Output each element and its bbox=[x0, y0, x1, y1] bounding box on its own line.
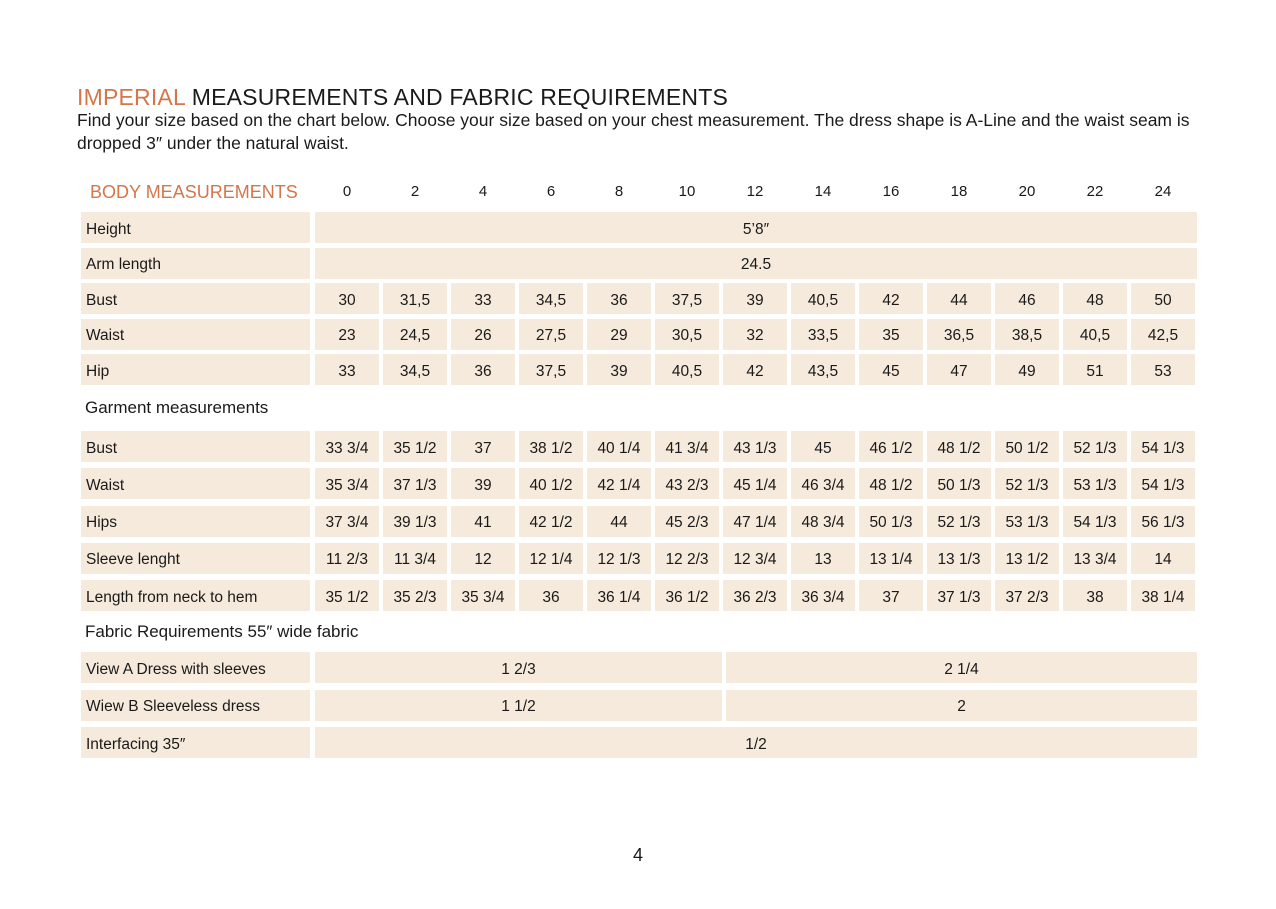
size-header-4: 4 bbox=[478, 183, 488, 200]
body-row-label: Waist bbox=[81, 319, 310, 350]
size-header-22: 22 bbox=[1086, 183, 1104, 200]
garment-row-cell: 40 1/2 bbox=[519, 468, 583, 499]
garment-row-cell: 13 bbox=[791, 543, 855, 574]
body-row-cell: 38,5 bbox=[995, 319, 1059, 350]
body-row-cell: 49 bbox=[995, 354, 1059, 385]
garment-row-cell: 45 bbox=[791, 431, 855, 462]
garment-row-cell: 36 1/2 bbox=[655, 580, 719, 611]
garment-row-cell: 33 3/4 bbox=[315, 431, 379, 462]
garment-row-cell: 48 1/2 bbox=[927, 431, 991, 462]
title-accent: IMPERIAL bbox=[77, 84, 186, 110]
garment-row-cell: 37 2/3 bbox=[995, 580, 1059, 611]
garment-row-cell: 52 1/3 bbox=[1063, 431, 1127, 462]
body-row-cell: 33 bbox=[315, 354, 379, 385]
body-row-cell: 36 bbox=[451, 354, 515, 385]
garment-row-cell: 48 3/4 bbox=[791, 506, 855, 537]
garment-row-cell: 54 1/3 bbox=[1063, 506, 1127, 537]
size-header-8: 8 bbox=[614, 183, 624, 200]
fabric-row-left-cell: 1 2/3 bbox=[315, 652, 722, 683]
garment-row-cell: 52 1/3 bbox=[927, 506, 991, 537]
fabric-row-right-cell: 2 bbox=[726, 690, 1197, 721]
size-header-0: 0 bbox=[342, 183, 352, 200]
body-row-label: Hip bbox=[81, 354, 310, 385]
garment-row-cell: 12 1/4 bbox=[519, 543, 583, 574]
body-row-cell: 32 bbox=[723, 319, 787, 350]
body-row-cell: 53 bbox=[1131, 354, 1195, 385]
garment-row-cell: 37 3/4 bbox=[315, 506, 379, 537]
garment-row-label: Bust bbox=[81, 431, 310, 462]
garment-row-cell: 47 1/4 bbox=[723, 506, 787, 537]
garment-row-cell: 48 1/2 bbox=[859, 468, 923, 499]
size-header-6: 6 bbox=[546, 183, 556, 200]
fabric-section-title: Fabric Requirements 55″ wide fabric bbox=[85, 622, 359, 641]
garment-row-cell: 46 3/4 bbox=[791, 468, 855, 499]
garment-row-cell: 37 1/3 bbox=[383, 468, 447, 499]
garment-row-cell: 54 1/3 bbox=[1131, 431, 1195, 462]
body-row-cell: 34,5 bbox=[383, 354, 447, 385]
body-row-cell: 35 bbox=[859, 319, 923, 350]
garment-row-cell: 53 1/3 bbox=[1063, 468, 1127, 499]
fabric-row-span-cell: 1/2 bbox=[315, 727, 1197, 758]
body-row-cell: 37,5 bbox=[655, 283, 719, 314]
size-header-12: 12 bbox=[746, 183, 764, 200]
garment-row-cell: 13 3/4 bbox=[1063, 543, 1127, 574]
body-row-label: Height bbox=[81, 212, 310, 243]
size-header-14: 14 bbox=[814, 183, 832, 200]
garment-section-title: Garment measurements bbox=[85, 398, 269, 417]
garment-row-cell: 50 1/3 bbox=[927, 468, 991, 499]
garment-row-cell: 50 1/2 bbox=[995, 431, 1059, 462]
size-header-24: 24 bbox=[1154, 183, 1172, 200]
body-row-cell: 37,5 bbox=[519, 354, 583, 385]
body-row-cell: 27,5 bbox=[519, 319, 583, 350]
body-row-cell: 44 bbox=[927, 283, 991, 314]
body-row-cell: 46 bbox=[995, 283, 1059, 314]
fabric-row-label: Wiew B Sleeveless dress bbox=[81, 690, 310, 721]
garment-row-cell: 35 3/4 bbox=[315, 468, 379, 499]
garment-row-cell: 37 bbox=[451, 431, 515, 462]
garment-row-cell: 53 1/3 bbox=[995, 506, 1059, 537]
body-row-cell: 47 bbox=[927, 354, 991, 385]
body-row-cell: 42,5 bbox=[1131, 319, 1195, 350]
garment-row-cell: 45 1/4 bbox=[723, 468, 787, 499]
garment-row-cell: 56 1/3 bbox=[1131, 506, 1195, 537]
body-row-cell: 33,5 bbox=[791, 319, 855, 350]
fabric-row-label: View A Dress with sleeves bbox=[81, 652, 310, 683]
fabric-row-label: Interfacing 35″ bbox=[81, 727, 310, 758]
garment-row-cell: 12 1/3 bbox=[587, 543, 651, 574]
body-row-cell: 42 bbox=[723, 354, 787, 385]
garment-row-cell: 40 1/4 bbox=[587, 431, 651, 462]
garment-row-cell: 46 1/2 bbox=[859, 431, 923, 462]
body-row-cell: 40,5 bbox=[791, 283, 855, 314]
garment-row-label: Sleeve lenght bbox=[81, 543, 310, 574]
garment-row-cell: 52 1/3 bbox=[995, 468, 1059, 499]
body-row-cell: 40,5 bbox=[655, 354, 719, 385]
body-row-cell: 24,5 bbox=[383, 319, 447, 350]
garment-row-label: Waist bbox=[81, 468, 310, 499]
garment-row-label: Length from neck to hem bbox=[81, 580, 310, 611]
garment-row-cell: 39 1/3 bbox=[383, 506, 447, 537]
body-row-cell: 42 bbox=[859, 283, 923, 314]
garment-row-cell: 39 bbox=[451, 468, 515, 499]
body-row-cell: 29 bbox=[587, 319, 651, 350]
garment-row-cell: 42 1/2 bbox=[519, 506, 583, 537]
body-row-cell: 48 bbox=[1063, 283, 1127, 314]
body-row-cell: 36 bbox=[587, 283, 651, 314]
garment-row-cell: 38 1/4 bbox=[1131, 580, 1195, 611]
fabric-row-right-cell: 2 1/4 bbox=[726, 652, 1197, 683]
size-header-2: 2 bbox=[410, 183, 420, 200]
body-row-cell: 39 bbox=[587, 354, 651, 385]
body-row-cell: 30,5 bbox=[655, 319, 719, 350]
garment-row-cell: 37 bbox=[859, 580, 923, 611]
body-row-cell: 45 bbox=[859, 354, 923, 385]
body-row-cell: 40,5 bbox=[1063, 319, 1127, 350]
garment-row-cell: 38 bbox=[1063, 580, 1127, 611]
garment-row-cell: 44 bbox=[587, 506, 651, 537]
size-header-10: 10 bbox=[678, 183, 696, 200]
garment-row-cell: 43 2/3 bbox=[655, 468, 719, 499]
body-row-cell: 30 bbox=[315, 283, 379, 314]
garment-row-cell: 36 bbox=[519, 580, 583, 611]
fabric-row-left-cell: 1 1/2 bbox=[315, 690, 722, 721]
garment-row-cell: 13 1/2 bbox=[995, 543, 1059, 574]
garment-row-cell: 12 3/4 bbox=[723, 543, 787, 574]
garment-row-cell: 43 1/3 bbox=[723, 431, 787, 462]
garment-row-cell: 42 1/4 bbox=[587, 468, 651, 499]
size-header-18: 18 bbox=[950, 183, 968, 200]
body-measurements-header: BODY MEASUREMENTS bbox=[90, 182, 298, 202]
garment-row-cell: 36 3/4 bbox=[791, 580, 855, 611]
body-row-cell: 33 bbox=[451, 283, 515, 314]
body-row-cell: 36,5 bbox=[927, 319, 991, 350]
garment-row-cell: 11 2/3 bbox=[315, 543, 379, 574]
body-row-span-cell: 5’8″ bbox=[315, 212, 1197, 243]
intro-text: Find your size based on the chart below. Choose your size based on your chest measurement. The dress shape is A-Line and the waist seam is dropped 3″ under the natural waist. bbox=[77, 110, 1190, 153]
garment-row-cell: 37 1/3 bbox=[927, 580, 991, 611]
garment-row-cell: 54 1/3 bbox=[1131, 468, 1195, 499]
garment-row-cell: 38 1/2 bbox=[519, 431, 583, 462]
size-header-20: 20 bbox=[1018, 183, 1036, 200]
body-row-cell: 39 bbox=[723, 283, 787, 314]
garment-row-cell: 36 2/3 bbox=[723, 580, 787, 611]
garment-row-label: Hips bbox=[81, 506, 310, 537]
garment-row-cell: 14 bbox=[1131, 543, 1195, 574]
body-row-cell: 43,5 bbox=[791, 354, 855, 385]
body-row-cell: 51 bbox=[1063, 354, 1127, 385]
garment-row-cell: 35 1/2 bbox=[383, 431, 447, 462]
garment-row-cell: 50 1/3 bbox=[859, 506, 923, 537]
body-row-cell: 34,5 bbox=[519, 283, 583, 314]
garment-row-cell: 12 bbox=[451, 543, 515, 574]
title-rest: MEASUREMENTS AND FABRIC REQUIREMENTS bbox=[185, 84, 728, 110]
size-header-16: 16 bbox=[882, 183, 900, 200]
body-row-cell: 23 bbox=[315, 319, 379, 350]
body-row-cell: 50 bbox=[1131, 283, 1195, 314]
garment-row-cell: 13 1/4 bbox=[859, 543, 923, 574]
garment-row-cell: 41 bbox=[451, 506, 515, 537]
garment-row-cell: 35 2/3 bbox=[383, 580, 447, 611]
garment-row-cell: 45 2/3 bbox=[655, 506, 719, 537]
body-row-label: Arm length bbox=[81, 248, 310, 279]
garment-row-cell: 11 3/4 bbox=[383, 543, 447, 574]
garment-row-cell: 13 1/3 bbox=[927, 543, 991, 574]
body-row-cell: 31,5 bbox=[383, 283, 447, 314]
page-number: 4 bbox=[632, 845, 643, 865]
garment-row-cell: 41 3/4 bbox=[655, 431, 719, 462]
body-row-span-cell: 24.5 bbox=[315, 248, 1197, 279]
garment-row-cell: 35 3/4 bbox=[451, 580, 515, 611]
garment-row-cell: 36 1/4 bbox=[587, 580, 651, 611]
garment-row-cell: 12 2/3 bbox=[655, 543, 719, 574]
garment-row-cell: 35 1/2 bbox=[315, 580, 379, 611]
body-row-label: Bust bbox=[81, 283, 310, 314]
body-row-cell: 26 bbox=[451, 319, 515, 350]
